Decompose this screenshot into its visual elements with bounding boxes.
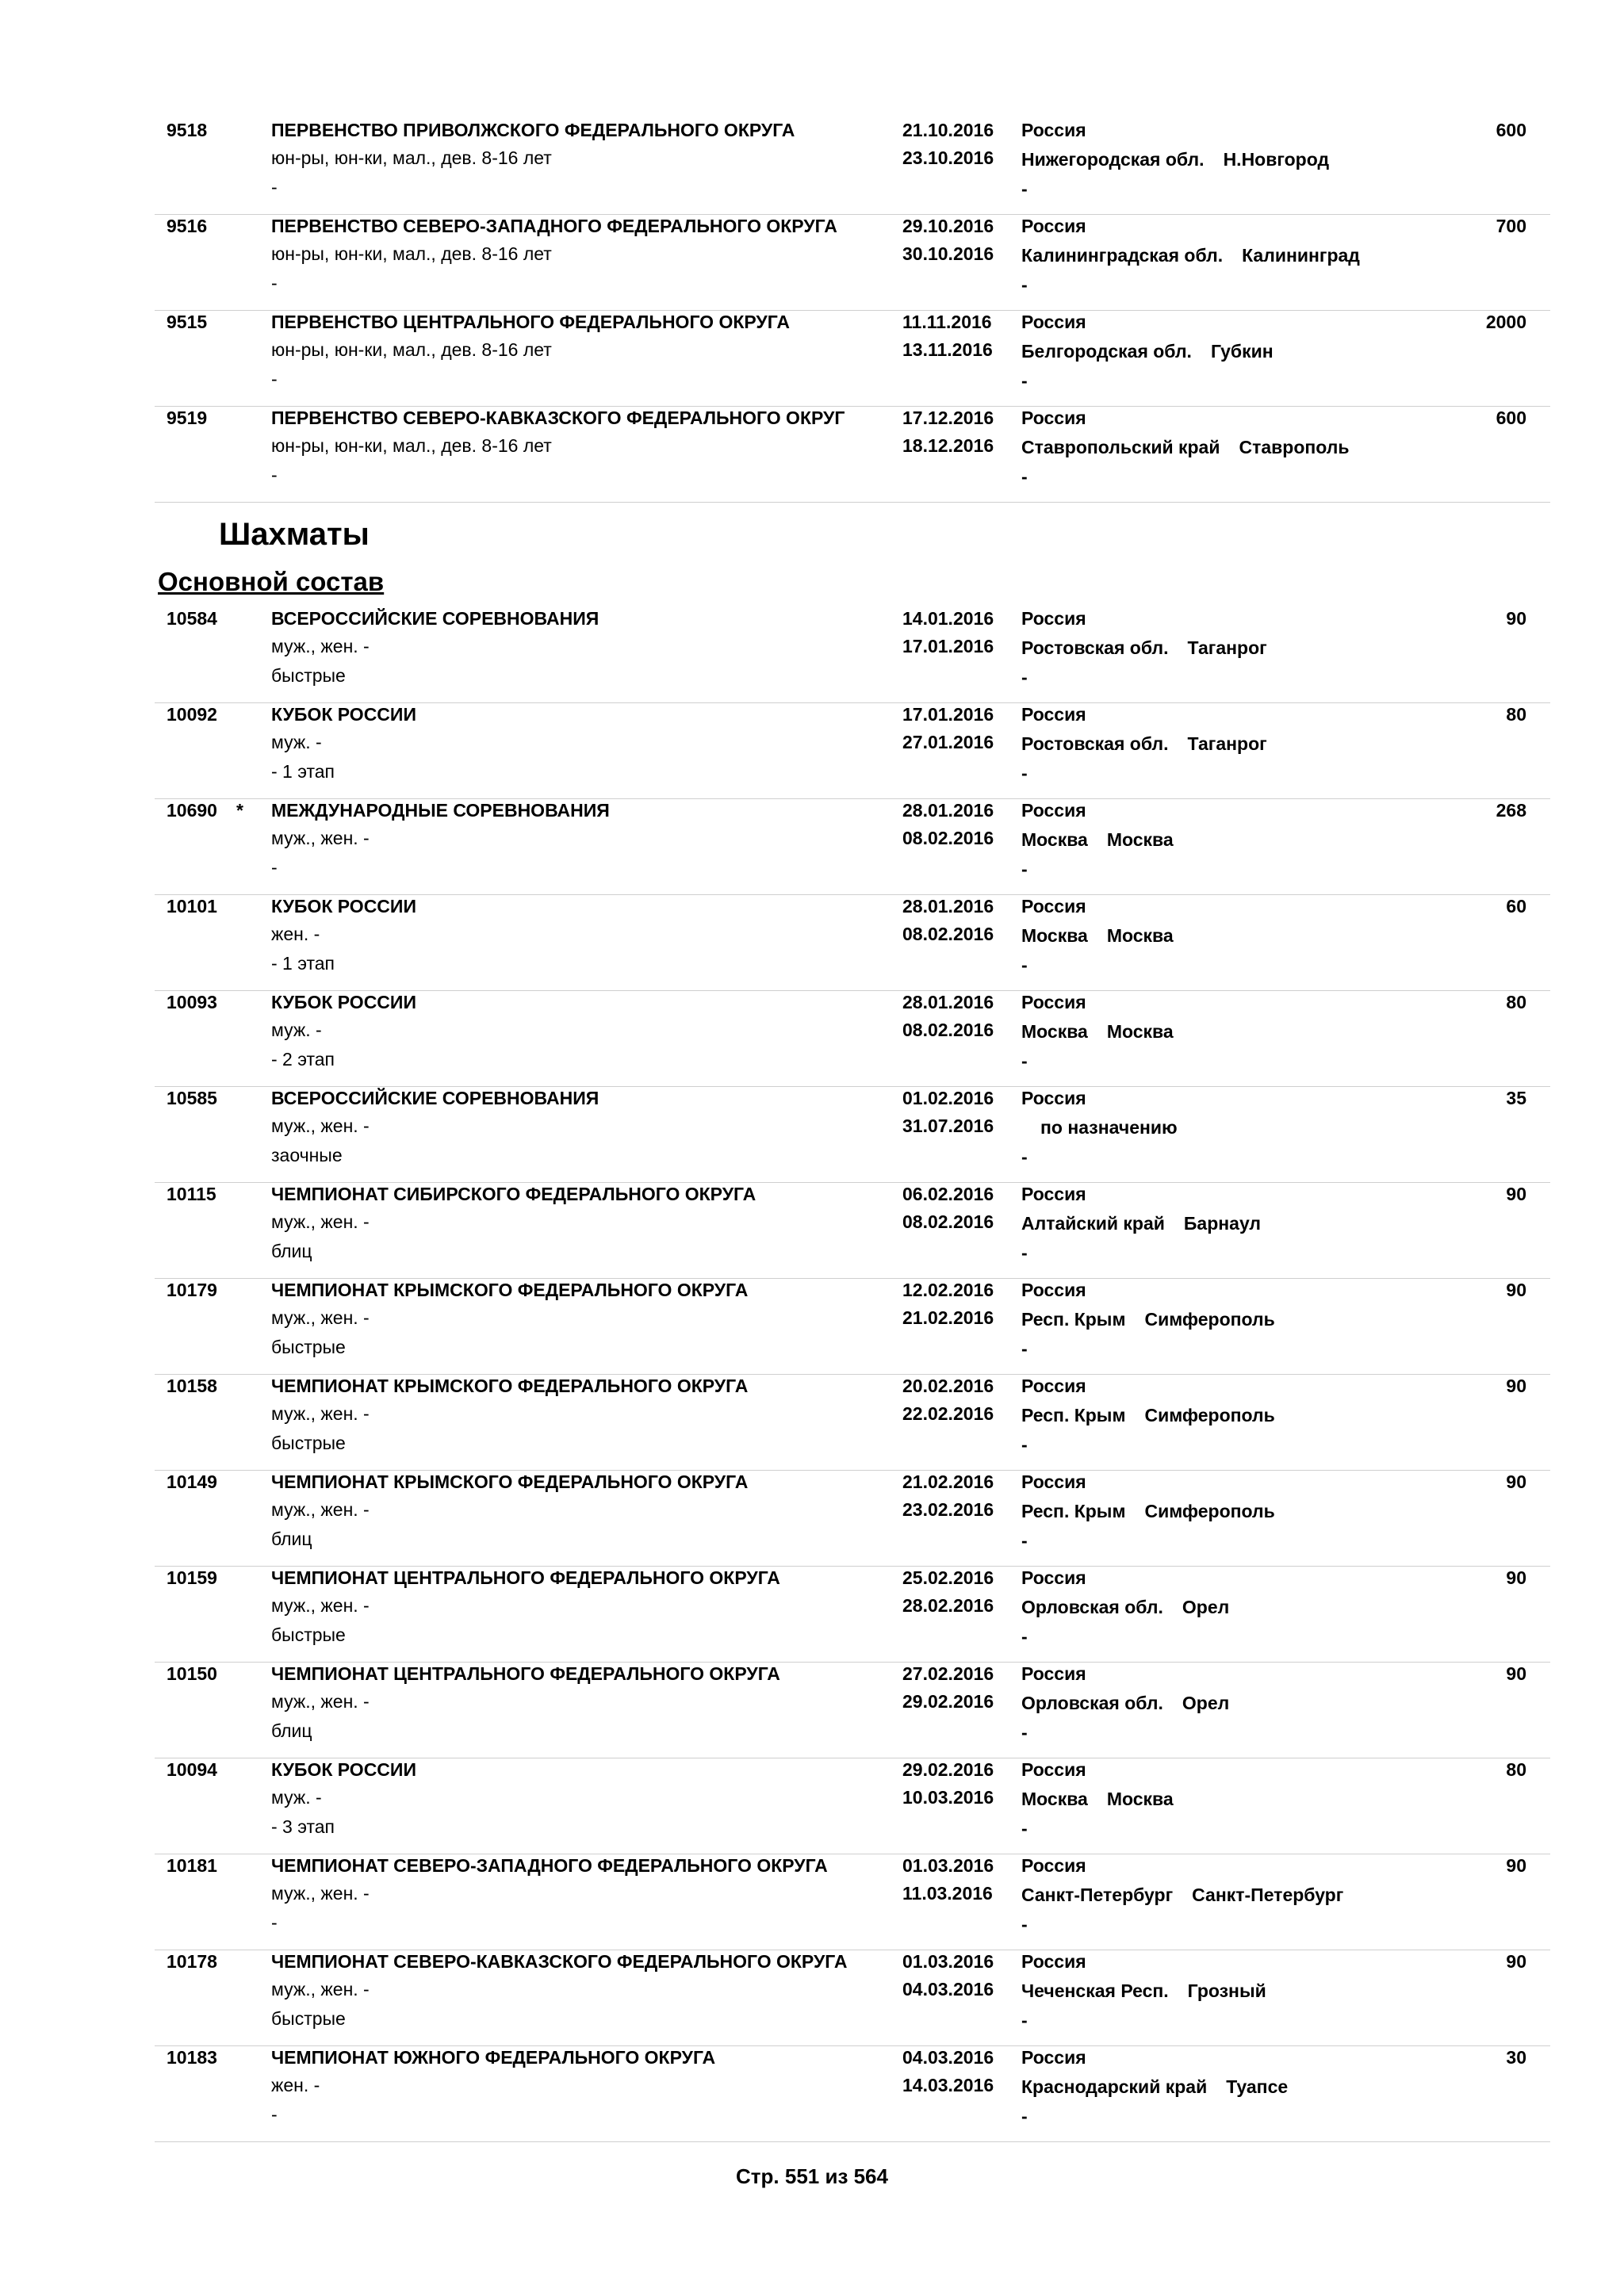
event-id: 9519 [167,408,208,428]
event-date-end: 28.02.2016 [902,1595,994,1616]
event-id: 10093 [167,992,217,1012]
event-date-end: 08.02.2016 [902,924,994,944]
event-record [155,407,1550,503]
event-location [1021,828,1174,851]
records-list-top [155,119,1550,503]
event-location [1021,733,1267,755]
event-count: 2000 [1485,312,1526,332]
event-participants: муж. - [271,732,322,752]
event-id: 10101 [167,896,217,916]
event-date-end: 18.12.2016 [902,435,994,456]
event-date-start: 12.02.2016 [902,1280,994,1300]
event-date-start: 29.10.2016 [902,216,994,236]
event-count: 80 [1506,992,1526,1012]
event-extra: - [1021,466,1028,487]
event-city: Москва [1106,1789,1174,1809]
event-extra: - [1021,178,1028,199]
event-title: ЧЕМПИОНАТ ЦЕНТРАЛЬНОГО ФЕДЕРАЛЬНОГО ОКРУГА [271,1567,780,1588]
event-date-end: 21.02.2016 [902,1307,994,1328]
event-participants: муж., жен. - [271,1691,370,1712]
event-extra: - [1021,2010,1028,2030]
event-participants: юн-ры, юн-ки, мал., дев. 8-16 лет [271,243,552,264]
event-region: Москва [1021,1021,1088,1042]
event-record [155,1663,1550,1758]
event-location [1021,1020,1174,1043]
event-country: Россия [1021,704,1086,725]
event-count: 90 [1506,1376,1526,1396]
event-country: Россия [1021,608,1086,629]
event-region: Респ. Крым [1021,1405,1126,1425]
event-region: Ростовская обл. [1021,637,1169,658]
event-record [155,799,1550,895]
event-region: Ставропольский край [1021,437,1220,457]
event-title: ВСЕРОССИЙСКИЕ СОРЕВНОВАНИЯ [271,1088,599,1108]
event-location [1021,1980,1266,2002]
event-note: - [271,465,278,485]
event-extra: - [1021,370,1028,391]
event-extra: - [1021,2106,1028,2126]
event-count: 80 [1506,1759,1526,1780]
event-city: Москва [1106,829,1174,850]
event-participants: муж., жен. - [271,1883,370,1904]
event-date-end: 10.03.2016 [902,1787,994,1808]
event-date-end: 11.03.2016 [902,1883,993,1904]
event-region: Респ. Крым [1021,1309,1126,1330]
event-extra: - [1021,667,1028,687]
event-participants: муж., жен. - [271,1595,370,1616]
event-country: Россия [1021,1376,1086,1396]
event-location [1021,1692,1229,1714]
event-note: - 2 этап [271,1049,335,1070]
event-date-end: 13.11.2016 [902,339,993,360]
event-id: 10178 [167,1951,217,1972]
event-date-end: 17.01.2016 [902,636,994,656]
event-note: быстрые [271,1624,346,1645]
event-record [155,119,1550,215]
event-city: Туапсе [1226,2076,1289,2097]
event-region: Алтайский край [1021,1213,1165,1234]
event-date-end: 23.02.2016 [902,1499,994,1520]
event-city: Санкт-Петербург [1192,1885,1344,1905]
event-id: 10150 [167,1663,217,1684]
event-note: блиц [271,1720,312,1741]
event-count: 90 [1506,608,1526,629]
event-title: МЕЖДУНАРОДНЫЕ СОРЕВНОВАНИЯ [271,800,610,821]
event-country: Россия [1021,1184,1086,1204]
event-record [155,895,1550,991]
event-record [155,991,1550,1087]
event-date-start: 29.02.2016 [902,1759,994,1780]
event-date-end: 31.07.2016 [902,1115,994,1136]
event-note: быстрые [271,2008,346,2029]
event-region: Москва [1021,829,1088,850]
event-count: 600 [1496,120,1526,140]
event-title: ПЕРВЕНСТВО СЕВЕРО-ЗАПАДНОГО ФЕДЕРАЛЬНОГО ОКРУГА [271,216,837,236]
event-location [1021,2076,1288,2098]
event-participants: муж., жен. - [271,1211,370,1232]
event-region: Калининградская обл. [1021,245,1224,266]
event-extra: - [1021,1530,1028,1551]
event-participants: муж., жен. - [271,1403,370,1424]
event-date-start: 28.01.2016 [902,896,994,916]
event-city: по назначению [1040,1117,1178,1138]
event-participants: муж., жен. - [271,1499,370,1520]
event-participants: жен. - [271,2075,320,2095]
event-country: Россия [1021,896,1086,916]
event-extra: - [1021,1626,1028,1647]
event-country: Россия [1021,2047,1086,2068]
event-date-end: 08.02.2016 [902,828,994,848]
event-date-start: 20.02.2016 [902,1376,994,1396]
event-city: Таганрог [1187,733,1267,754]
event-location [1021,637,1267,659]
event-participants: муж., жен. - [271,636,370,656]
event-count: 90 [1506,1663,1526,1684]
subsection-title: Основной состав [158,567,385,596]
event-country: Россия [1021,120,1086,140]
event-city: Москва [1106,925,1174,946]
event-title: ЧЕМПИОНАТ СЕВЕРО-ЗАПАДНОГО ФЕДЕРАЛЬНОГО ОКРУГА [271,1855,828,1876]
event-count: 90 [1506,1471,1526,1492]
event-note: быстрые [271,665,346,686]
event-title: ЧЕМПИОНАТ ЦЕНТРАЛЬНОГО ФЕДЕРАЛЬНОГО ОКРУГА [271,1663,780,1684]
event-date-start: 25.02.2016 [902,1567,994,1588]
event-id: 10159 [167,1567,217,1588]
event-record [155,1854,1550,1950]
event-participants: муж. - [271,1020,322,1040]
event-id: 9516 [167,216,208,236]
event-city: Симферополь [1144,1405,1275,1425]
event-id: 10158 [167,1376,217,1396]
event-count: 35 [1506,1088,1526,1108]
event-region: Орловская обл. [1021,1693,1163,1713]
event-extra: - [1021,859,1028,879]
event-record [155,311,1550,407]
event-participants: муж., жен. - [271,1979,370,1999]
event-location [1021,436,1350,458]
event-note: - [271,273,278,293]
event-record [155,1375,1550,1471]
event-date-end: 22.02.2016 [902,1403,994,1424]
event-extra: - [1021,763,1028,783]
event-date-end: 04.03.2016 [902,1979,994,1999]
event-region: Ростовская обл. [1021,733,1169,754]
event-id: 10092 [167,704,217,725]
event-date-end: 30.10.2016 [902,243,994,264]
event-note: - [271,177,278,197]
event-country: Россия [1021,1471,1086,1492]
event-location [1021,244,1360,266]
event-id: 10149 [167,1471,217,1492]
event-location [1021,1404,1275,1426]
event-note: быстрые [271,1433,346,1453]
records-list-main [155,607,1550,2142]
event-country: Россия [1021,1951,1086,1972]
event-note: - [271,369,278,389]
event-id: 9515 [167,312,208,332]
event-participants: муж., жен. - [271,1307,370,1328]
event-title: ЧЕМПИОНАТ СЕВЕРО-КАВКАЗСКОГО ФЕДЕРАЛЬНОГО ОКРУГА [271,1951,848,1972]
event-record [155,703,1550,799]
event-title: ПЕРВЕНСТВО СЕВЕРО-КАВКАЗСКОГО ФЕДЕРАЛЬНОГО ОКРУГ [271,408,845,428]
event-extra: - [1021,1914,1028,1934]
event-country: Россия [1021,1567,1086,1588]
event-record [155,1279,1550,1375]
event-title: КУБОК РОССИИ [271,1759,416,1780]
event-note: быстрые [271,1337,346,1357]
event-city: Грозный [1187,1980,1266,2001]
event-region: Москва [1021,925,1088,946]
event-extra: - [1021,1146,1028,1167]
event-location [1021,148,1329,170]
event-note: - [271,857,278,878]
event-region: Краснодарский край [1021,2076,1208,2097]
event-count: 90 [1506,1855,1526,1876]
event-record [155,215,1550,311]
event-title: КУБОК РОССИИ [271,704,416,725]
event-count: 80 [1506,704,1526,725]
event-id: 10094 [167,1759,217,1780]
event-title: ПЕРВЕНСТВО ЦЕНТРАЛЬНОГО ФЕДЕРАЛЬНОГО ОКРУГА [271,312,790,332]
event-id: 10181 [167,1855,217,1876]
event-mark: * [236,800,243,821]
event-extra: - [1021,1338,1028,1359]
event-date-start: 17.01.2016 [902,704,994,725]
event-participants: муж., жен. - [271,1115,370,1136]
event-location [1021,924,1174,947]
event-count: 60 [1506,896,1526,916]
event-date-start: 01.03.2016 [902,1951,994,1972]
event-title: КУБОК РОССИИ [271,896,416,916]
event-note: - 1 этап [271,761,335,782]
event-note: - 1 этап [271,953,335,974]
event-region: Орловская обл. [1021,1597,1163,1617]
event-date-start: 21.10.2016 [902,120,994,140]
event-location [1021,340,1274,362]
event-date-end: 08.02.2016 [902,1020,994,1040]
event-participants: муж. - [271,1787,322,1808]
event-country: Россия [1021,408,1086,428]
event-region: Респ. Крым [1021,1501,1126,1521]
event-city: Барнаул [1183,1213,1262,1234]
event-date-start: 27.02.2016 [902,1663,994,1684]
event-date-start: 01.02.2016 [902,1088,994,1108]
event-city: Орел [1182,1693,1230,1713]
event-location [1021,1884,1343,1906]
event-date-end: 14.03.2016 [902,2075,994,2095]
event-note: заочные [271,1145,343,1165]
event-note: - [271,1912,278,1933]
event-region: Чеченская Респ. [1021,1980,1169,2001]
event-location [1021,1788,1174,1810]
event-date-end: 27.01.2016 [902,732,994,752]
event-count: 90 [1506,1184,1526,1204]
event-date-start: 14.01.2016 [902,608,994,629]
event-count: 268 [1496,800,1526,821]
event-extra: - [1021,1818,1028,1839]
event-city: Губкин [1210,341,1274,362]
event-date-start: 28.01.2016 [902,992,994,1012]
event-country: Россия [1021,800,1086,821]
event-record [155,607,1550,703]
event-id: 10179 [167,1280,217,1300]
event-count: 90 [1506,1951,1526,1972]
event-count: 90 [1506,1280,1526,1300]
section-title: Шахматы [219,517,370,552]
event-participants: юн-ры, юн-ки, мал., дев. 8-16 лет [271,435,552,456]
event-id: 10183 [167,2047,217,2068]
event-region: Санкт-Петербург [1021,1885,1174,1905]
event-id: 10690 [167,800,217,821]
event-date-end: 23.10.2016 [902,147,994,168]
event-record [155,1183,1550,1279]
event-region: Нижегородская обл. [1021,149,1205,170]
event-title: КУБОК РОССИИ [271,992,416,1012]
event-city: Орел [1182,1597,1230,1617]
event-city: Калининград [1242,245,1360,266]
event-country: Россия [1021,1759,1086,1780]
event-title: ЧЕМПИОНАТ КРЫМСКОГО ФЕДЕРАЛЬНОГО ОКРУГА [271,1376,749,1396]
event-record [155,2046,1550,2142]
event-title: ЧЕМПИОНАТ КРЫМСКОГО ФЕДЕРАЛЬНОГО ОКРУГА [271,1471,749,1492]
event-title: ПЕРВЕНСТВО ПРИВОЛЖСКОГО ФЕДЕРАЛЬНОГО ОКРУГА [271,120,795,140]
event-title: ЧЕМПИОНАТ СИБИРСКОГО ФЕДЕРАЛЬНОГО ОКРУГА [271,1184,756,1204]
event-record [155,1950,1550,2046]
event-record [155,1087,1550,1183]
event-count: 90 [1506,1567,1526,1588]
event-date-end: 08.02.2016 [902,1211,994,1232]
event-participants: юн-ры, юн-ки, мал., дев. 8-16 лет [271,147,552,168]
event-country: Россия [1021,216,1086,236]
event-extra: - [1021,274,1028,295]
event-record [155,1471,1550,1567]
event-count: 30 [1506,2047,1526,2068]
event-country: Россия [1021,1855,1086,1876]
event-city: Таганрог [1187,637,1267,658]
event-location [1021,1596,1229,1618]
event-extra: - [1021,1242,1028,1263]
event-extra: - [1021,1434,1028,1455]
event-city: Н.Новгород [1223,149,1330,170]
event-country: Россия [1021,1280,1086,1300]
event-id: 9518 [167,120,208,140]
event-extra: - [1021,1722,1028,1743]
event-date-start: 04.03.2016 [902,2047,994,2068]
event-title: ЧЕМПИОНАТ ЮЖНОГО ФЕДЕРАЛЬНОГО ОКРУГА [271,2047,716,2068]
event-date-end: 29.02.2016 [902,1691,994,1712]
event-id: 10115 [167,1184,216,1204]
event-location [1021,1212,1261,1234]
event-country: Россия [1021,1088,1086,1108]
event-participants: жен. - [271,924,320,944]
event-location [1021,1116,1178,1138]
event-id: 10584 [167,608,217,629]
event-note: - 3 этап [271,1816,335,1837]
event-region: Белгородская обл. [1021,341,1192,362]
event-title: ЧЕМПИОНАТ КРЫМСКОГО ФЕДЕРАЛЬНОГО ОКРУГА [271,1280,749,1300]
event-count: 700 [1496,216,1526,236]
event-location [1021,1308,1275,1330]
event-note: блиц [271,1529,312,1549]
event-date-start: 21.02.2016 [902,1471,994,1492]
event-record [155,1567,1550,1663]
event-date-start: 06.02.2016 [902,1184,994,1204]
event-note: блиц [271,1241,312,1261]
event-city: Москва [1106,1021,1174,1042]
event-extra: - [1021,955,1028,975]
event-country: Россия [1021,992,1086,1012]
event-date-start: 17.12.2016 [902,408,994,428]
event-city: Симферополь [1144,1309,1275,1330]
event-location [1021,1500,1275,1522]
event-id: 10585 [167,1088,217,1108]
event-date-start: 11.11.2016 [902,312,992,332]
event-date-start: 28.01.2016 [902,800,994,821]
event-region: Москва [1021,1789,1088,1809]
event-country: Россия [1021,1663,1086,1684]
page-number: Стр. 551 из 564 [736,2164,888,2188]
event-city: Симферополь [1144,1501,1275,1521]
event-participants: муж., жен. - [271,828,370,848]
event-date-start: 01.03.2016 [902,1855,994,1876]
event-record [155,1758,1550,1854]
event-title: ВСЕРОССИЙСКИЕ СОРЕВНОВАНИЯ [271,608,599,629]
event-count: 600 [1496,408,1526,428]
event-country: Россия [1021,312,1086,332]
event-note: - [271,2104,278,2125]
event-participants: юн-ры, юн-ки, мал., дев. 8-16 лет [271,339,552,360]
event-city: Ставрополь [1239,437,1350,457]
event-extra: - [1021,1050,1028,1071]
